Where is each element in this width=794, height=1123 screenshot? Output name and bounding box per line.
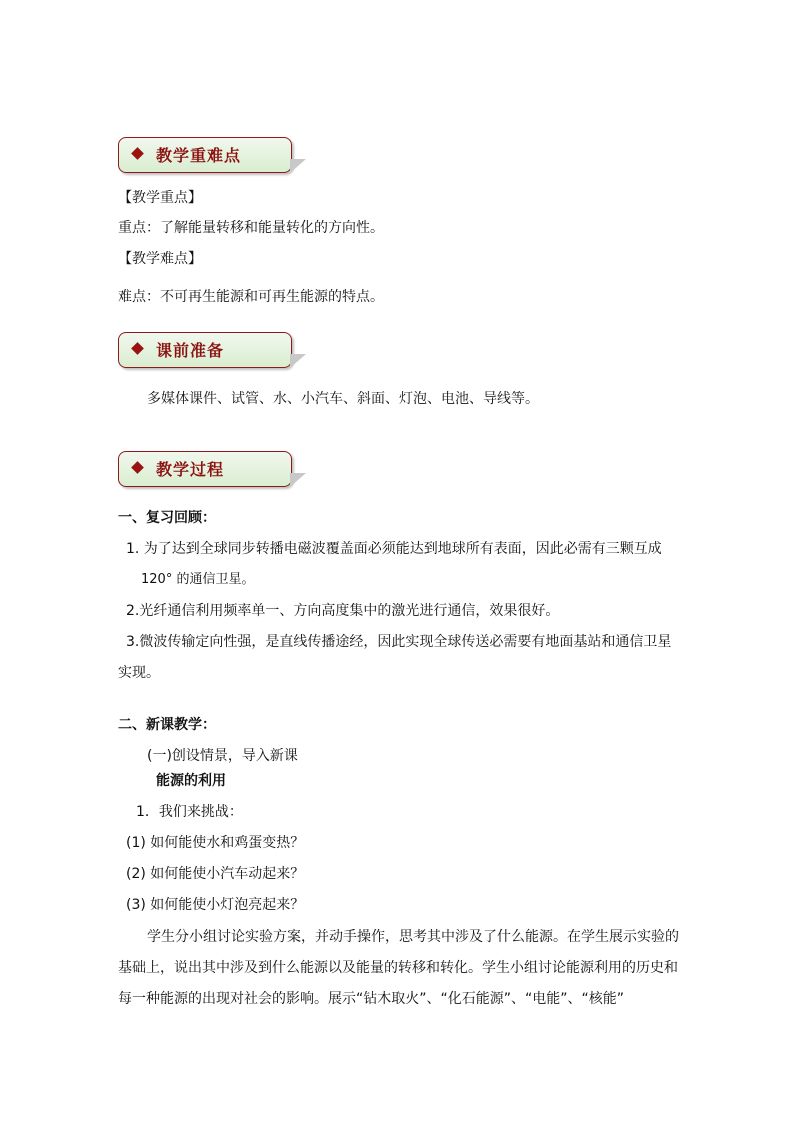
- section-title: 教学过程: [156, 460, 225, 479]
- review-item-3-line-2: 实现。: [118, 665, 160, 681]
- section-title: 课前准备: [156, 341, 225, 360]
- paragraph-line-1: 学生分小组讨论实验方案，并动手操作，思考其中涉及了什么能源。在学生展示实验的: [147, 929, 679, 945]
- section-header-shadow-tail: [290, 354, 306, 368]
- review-item-1-line-1: 1. 为了达到全球同步转播电磁波覆盖面必须能达到地球所有表面，因此必需有三颗互成: [126, 541, 662, 557]
- question-1: (1) 如何能使水和鸡蛋变热？: [126, 835, 305, 851]
- key-points-label: 【教学重点】: [118, 190, 202, 206]
- section-header-shadow-tail: [290, 159, 306, 173]
- new-lesson-subheading: (一)创设情景，导入新课: [147, 748, 298, 764]
- question-2: (2) 如何能使小汽车动起来？: [126, 866, 305, 882]
- section-header-shadow-tail: [290, 473, 306, 487]
- review-item-2: 2.光纤通信利用频率单一、方向高度集中的激光进行通信，效果很好。: [126, 603, 560, 619]
- section-header-process: [118, 451, 294, 487]
- section-title: 教学重难点: [156, 146, 242, 165]
- review-item-1-line-2: 120° 的通信卫星。: [141, 572, 255, 587]
- challenge-heading: 1．我们来挑战：: [136, 804, 243, 820]
- paragraph-line-2: 基础上，说出其中涉及到什么能源以及能量的转移和转化。学生小组讨论能源利用的历史和: [118, 960, 678, 976]
- prep-materials-text: 多媒体课件、试管、水、小汽车、斜面、灯泡、电池、导线等。: [147, 391, 539, 407]
- review-item-3-line-1: 3.微波传输定向性强，是直线传播途经，因此实现全球传送必需要有地面基站和通信卫星: [126, 634, 672, 650]
- question-3: (3) 如何能使小灯泡亮起来？: [126, 897, 305, 913]
- difficult-points-text: 难点：不可再生能源和可再生能源的特点。: [118, 289, 384, 305]
- new-lesson-heading: 二、新课教学：: [118, 717, 216, 733]
- difficult-points-label: 【教学难点】: [118, 251, 202, 267]
- topic-energy-use: 能源的利用: [156, 773, 226, 789]
- key-points-text: 重点：了解能量转移和能量转化的方向性。: [118, 220, 384, 236]
- paragraph-line-3: 每一种能源的出现对社会的影响。展示“钻木取火”、“化石能源”、“电能”、“核能”: [118, 991, 625, 1007]
- section-header-difficulty: [118, 137, 294, 173]
- review-heading: 一、复习回顾：: [118, 510, 216, 526]
- section-header-prep: [118, 332, 294, 368]
